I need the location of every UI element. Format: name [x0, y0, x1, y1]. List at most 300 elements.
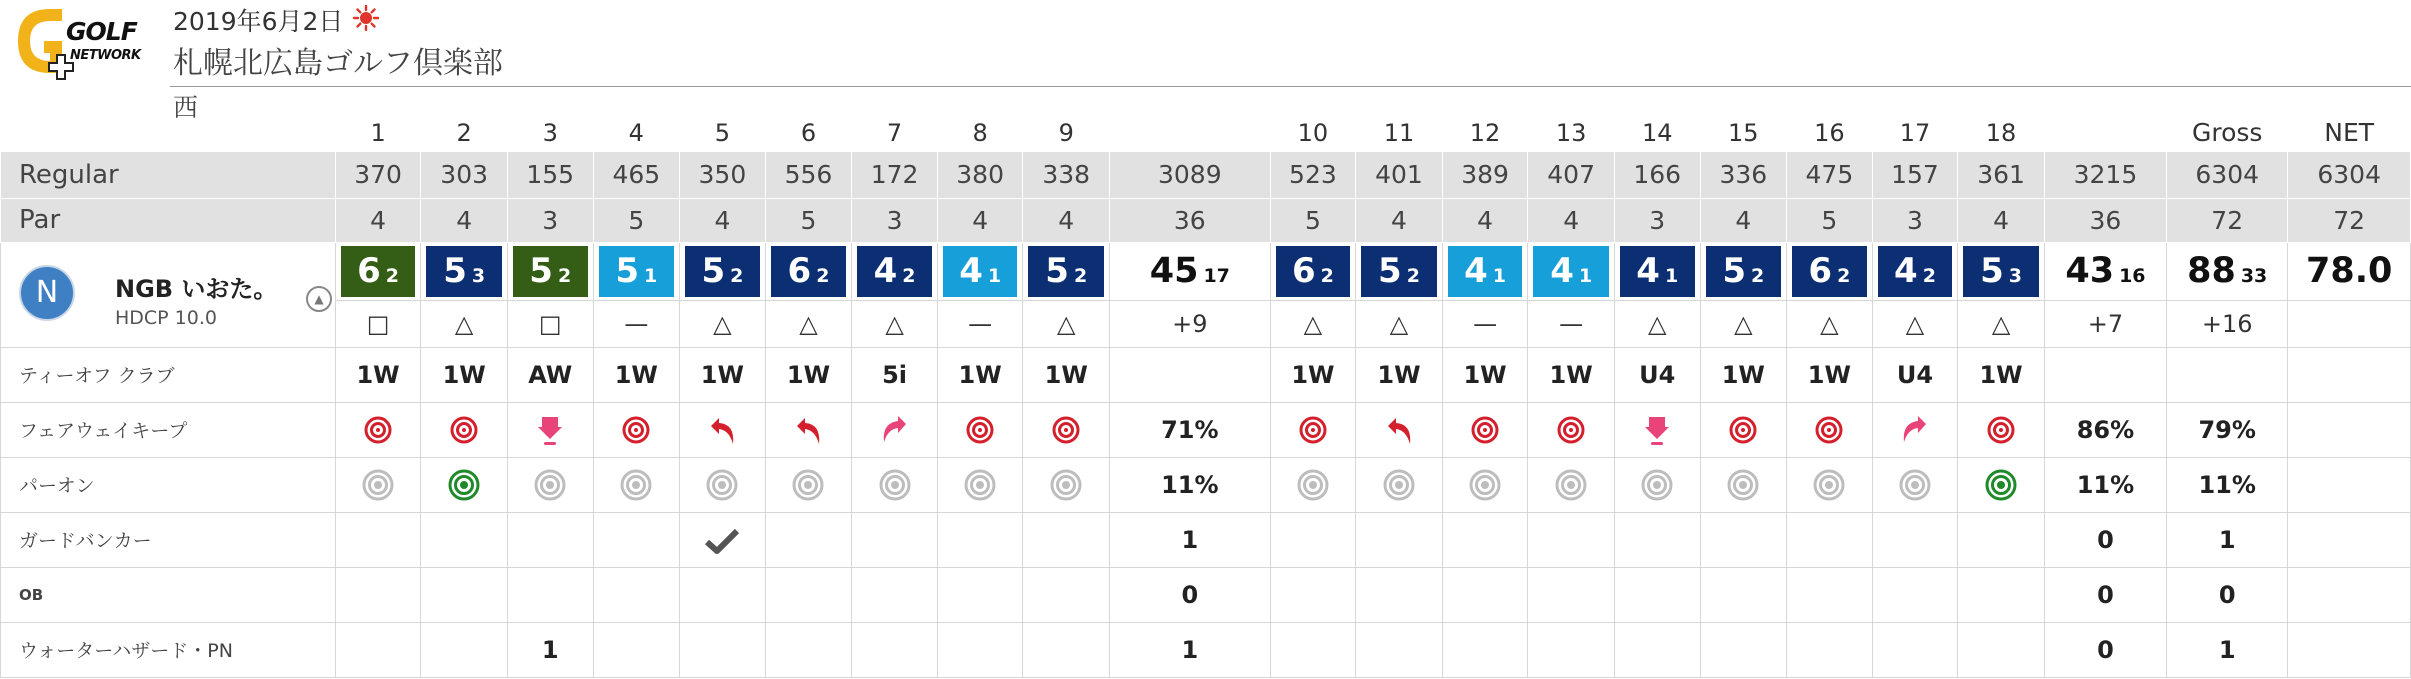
par-on-cell [593, 457, 680, 512]
strokes: 5 [529, 250, 553, 291]
par-cell: 4 [1958, 198, 2045, 242]
water-gross-total: 1 [2167, 622, 2288, 677]
water-net-empty [2288, 622, 2411, 677]
fairway-cell [335, 402, 421, 457]
fairway-cell [421, 402, 508, 457]
club-cell: 1W [593, 347, 680, 402]
score-mark: △ [765, 300, 852, 347]
fairway-cell [765, 402, 852, 457]
green-miss-icon [1296, 468, 1330, 502]
putts: 2 [557, 264, 572, 287]
par-on-cell [1356, 457, 1443, 512]
club-cell: 1W [1787, 347, 1873, 402]
putts: 2 [730, 264, 744, 287]
club-cell: 1W [1270, 347, 1356, 402]
score-mark: △ [1872, 300, 1958, 347]
par-on-cell [680, 457, 766, 512]
guard-bunker-row [1, 512, 2411, 567]
par-cell: 3 [507, 198, 593, 242]
bunker-cell [1442, 512, 1528, 567]
course-name: 札幌北広島ゴルフ倶楽部 [173, 46, 503, 81]
club-cell: 1W [1528, 347, 1615, 402]
hole-number: 4 [628, 118, 644, 147]
ob-cell [593, 567, 680, 622]
water-hazard-row [1, 622, 2411, 677]
par-cell: 4 [421, 198, 508, 242]
fairway-cell [1023, 402, 1110, 457]
score-box-cell[interactable] [765, 242, 852, 300]
yardage-cell: 303 [421, 151, 508, 198]
score-box-cell[interactable] [507, 242, 593, 300]
player-hdcp: HDCP 10.0 [115, 306, 217, 329]
par-cell: 4 [335, 198, 421, 242]
fairway-cell [507, 402, 593, 457]
yardage-cell: 157 [1872, 151, 1958, 198]
score-box [1028, 246, 1104, 297]
club-cell: 1W [937, 347, 1023, 402]
par-on-cell [507, 457, 593, 512]
round-date: 2019年6月2日 [173, 7, 344, 36]
score-box-cell[interactable] [852, 242, 938, 300]
teeoff-in-empty [2044, 347, 2166, 402]
score-box-cell[interactable] [1356, 242, 1443, 300]
water-cell [1023, 622, 1110, 677]
fairway-hit-icon [621, 415, 651, 445]
scorecard-table [0, 107, 2411, 678]
fairway-cell [1528, 402, 1615, 457]
strokes: 5 [1722, 250, 1747, 291]
score-mark-row [1, 300, 2411, 347]
strokes: 4 [1550, 250, 1574, 291]
ob-cell [680, 567, 766, 622]
out-total-header [1110, 107, 1271, 151]
par-on-cell [1023, 457, 1110, 512]
ob-cell [1270, 567, 1356, 622]
score-mark: — [1528, 300, 1615, 347]
putts: 1 [1492, 264, 1507, 287]
water-cell [1442, 622, 1528, 677]
score-box-cell[interactable] [1270, 242, 1356, 300]
in-over-par: +7 [2044, 300, 2166, 347]
par-in-total: 36 [2044, 198, 2166, 242]
strokes: 6 [1808, 250, 1833, 291]
green-miss-icon [1468, 468, 1502, 502]
score-mark: □ [335, 300, 421, 347]
strokes: 4 [1636, 250, 1660, 291]
out-over-par: +9 [1110, 300, 1271, 347]
miss-short-arrow-icon [1644, 413, 1670, 447]
par-cell: 5 [593, 198, 680, 242]
water-cell [680, 622, 766, 677]
water-cell [421, 622, 508, 677]
ob-net-empty [2288, 567, 2411, 622]
total-strokes-value: 88 [2187, 251, 2236, 291]
bunker-cell [1528, 512, 1615, 567]
score-box-cell[interactable] [335, 242, 421, 300]
chevron-up-icon[interactable]: ▲ [306, 286, 332, 312]
par-cell: 4 [1356, 198, 1443, 242]
putts: 2 [1922, 264, 1936, 287]
club-cell: 1W [765, 347, 852, 402]
green-miss-icon [1640, 468, 1674, 502]
par-on-cell [1958, 457, 2045, 512]
bunker-cell [593, 512, 680, 567]
score-box-cell[interactable] [680, 242, 766, 300]
hole-number: 3 [542, 118, 558, 147]
strokes: 6 [357, 250, 381, 291]
strokes: 4 [959, 250, 983, 291]
miss-right-arrow-icon [878, 414, 912, 446]
yardage-cell: 166 [1614, 151, 1700, 198]
par-on-in-total: 11% [2044, 457, 2166, 512]
score-box [1878, 246, 1953, 297]
yardage-cell: 380 [937, 151, 1023, 198]
fairway-cell [1442, 402, 1528, 457]
teeoff-net-empty [2288, 347, 2411, 402]
score-mark: △ [1356, 300, 1443, 347]
green-miss-icon [533, 468, 567, 502]
row-label-empty [1, 107, 336, 151]
yardage-in-total: 3215 [2044, 151, 2166, 198]
putts: 1 [1578, 264, 1593, 287]
score-mark: △ [680, 300, 766, 347]
putts: 2 [385, 264, 400, 287]
score-box-cell[interactable] [593, 242, 680, 300]
club-cell: AW [507, 347, 593, 402]
green-miss-icon [705, 468, 739, 502]
ob-cell [1528, 567, 1615, 622]
player-info-cell [1, 242, 336, 347]
ob-cell [1700, 567, 1787, 622]
club-cell: 1W [1700, 347, 1787, 402]
out-total-score [1110, 242, 1271, 300]
bunker-cell [421, 512, 508, 567]
bunker-cell [1356, 512, 1443, 567]
bunker-cell [507, 512, 593, 567]
fairway-net-empty [2288, 402, 2411, 457]
strokes: 5 [443, 250, 467, 291]
yardage-cell: 475 [1787, 151, 1873, 198]
logo-golf-text: GOLF [66, 17, 137, 46]
ob-cell [335, 567, 421, 622]
fairway-hit-icon [1298, 415, 1328, 445]
club-cell: 1W [335, 347, 421, 402]
bunker-cell [1787, 512, 1873, 567]
bunker-in-total: 0 [2044, 512, 2166, 567]
par-cell: 4 [1442, 198, 1528, 242]
club-cell: 1W [1023, 347, 1110, 402]
hole-number: 11 [1383, 118, 1415, 147]
strokes: 5 [1378, 250, 1402, 291]
score-mark: △ [1023, 300, 1110, 347]
score-box [341, 246, 416, 297]
score-box-cell[interactable] [1872, 242, 1958, 300]
par-row [1, 198, 2411, 242]
score-box-cell[interactable] [1787, 242, 1873, 300]
score-mark: — [593, 300, 680, 347]
hole-number: 12 [1469, 118, 1501, 147]
water-cell [335, 622, 421, 677]
score-mark: △ [1958, 300, 2045, 347]
putts: 2 [1406, 264, 1420, 287]
score-box [1448, 246, 1523, 297]
strokes: 6 [787, 250, 812, 291]
bunker-cell [1958, 512, 2045, 567]
putts: 2 [816, 264, 830, 287]
score-box [426, 246, 502, 297]
water-cell [1528, 622, 1615, 677]
putts: 2 [1837, 264, 1851, 287]
ob-gross-total: 0 [2167, 567, 2288, 622]
water-out-total: 1 [1110, 622, 1271, 677]
bunker-out-total: 1 [1110, 512, 1271, 567]
gross-over-par: +16 [2167, 300, 2288, 347]
green-miss-icon [1382, 468, 1416, 502]
par-cell: 4 [1528, 198, 1615, 242]
fairway-out-total: 71% [1110, 402, 1271, 457]
total-strokes-value: 43 [2065, 251, 2115, 291]
score-box-cell[interactable] [1614, 242, 1700, 300]
bunker-cell [765, 512, 852, 567]
water-in-total: 0 [2044, 622, 2166, 677]
par-cell: 3 [852, 198, 938, 242]
hole-number: 18 [1985, 118, 2017, 147]
fairway-cell [593, 402, 680, 457]
fairway-hit-icon [363, 415, 393, 445]
par-cell: 5 [765, 198, 852, 242]
yardage-cell: 338 [1023, 151, 1110, 198]
yardage-cell: 465 [593, 151, 680, 198]
fairway-hit-icon [1556, 415, 1586, 445]
par-cell: 5 [1787, 198, 1873, 242]
water-cell [937, 622, 1023, 677]
ob-cell [1614, 567, 1700, 622]
hole-number: 17 [1899, 118, 1931, 147]
score-box [1361, 246, 1437, 297]
fairway-cell [937, 402, 1023, 457]
fairway-hit-icon [965, 415, 995, 445]
score-mark: △ [1787, 300, 1873, 347]
green-hit-icon [447, 468, 481, 502]
water-cell: 1 [507, 622, 593, 677]
total-putts-value: 33 [2240, 265, 2268, 287]
score-box [857, 246, 932, 297]
bunker-cell [1872, 512, 1958, 567]
fairway-hit-icon [1470, 415, 1500, 445]
total-strokes [2065, 251, 2145, 291]
club-cell: 1W [421, 347, 508, 402]
hole-number: 9 [1058, 118, 1074, 147]
par-cell: 3 [1872, 198, 1958, 242]
fairway-hit-icon [1986, 415, 2016, 445]
water-cell [1614, 622, 1700, 677]
green-hit-icon [1984, 468, 2018, 502]
water-cell [1356, 622, 1443, 677]
par-on-row [1, 457, 2411, 512]
par-on-cell [852, 457, 938, 512]
par-on-cell [1528, 457, 1615, 512]
hole-number: 6 [800, 118, 817, 147]
regular-label: Regular [1, 151, 336, 198]
score-box-cell[interactable] [1442, 242, 1528, 300]
strokes: 4 [1894, 250, 1918, 291]
ob-cell [1442, 567, 1528, 622]
score-box-cell[interactable] [1958, 242, 2045, 300]
putts: 1 [644, 264, 658, 287]
ob-out-total: 0 [1110, 567, 1271, 622]
par-on-out-total: 11% [1110, 457, 1271, 512]
hole-number: 7 [886, 118, 903, 147]
hole-number: 2 [456, 118, 472, 147]
putts: 1 [987, 264, 1002, 287]
bunker-gross-total: 1 [2167, 512, 2288, 567]
score-box-cell[interactable] [937, 242, 1023, 300]
score-mark: △ [1700, 300, 1787, 347]
fairway-cell [1700, 402, 1787, 457]
logo-network-text: NETWORK [70, 48, 141, 63]
fairway-cell [1872, 402, 1958, 457]
yardage-cell: 389 [1442, 151, 1528, 198]
par-on-cell [1442, 457, 1528, 512]
score-mark: — [937, 300, 1023, 347]
bunker-cell [852, 512, 938, 567]
miss-right-arrow-icon [1898, 414, 1932, 446]
ob-cell [1356, 567, 1443, 622]
score-box [1620, 246, 1695, 297]
score-box-cell[interactable] [1528, 242, 1615, 300]
total-strokes [1150, 251, 1230, 291]
score-mark: — [1442, 300, 1528, 347]
yardage-cell: 407 [1528, 151, 1615, 198]
green-miss-icon [1898, 468, 1932, 502]
hole-number: 5 [714, 118, 731, 147]
green-miss-icon [1554, 468, 1588, 502]
putts: 2 [1320, 264, 1334, 287]
fairway-cell [1270, 402, 1356, 457]
strokes: 5 [615, 250, 640, 291]
water-cell [1270, 622, 1356, 677]
water-cell [593, 622, 680, 677]
par-on-cell [1787, 457, 1873, 512]
player-name: NGB いおた。 [115, 274, 278, 303]
fairway-cell [1958, 402, 2045, 457]
score-mark: △ [1270, 300, 1356, 347]
par-label: Par [1, 198, 336, 242]
green-miss-icon [1049, 468, 1083, 502]
avatar: N [19, 265, 75, 321]
par-on-cell [1700, 457, 1787, 512]
net-score [2288, 242, 2411, 300]
yardage-cell: 350 [680, 151, 766, 198]
strokes: 5 [1045, 250, 1069, 291]
sunny-icon [352, 4, 380, 32]
fairway-cell [1787, 402, 1873, 457]
yardage-net-total: 6304 [2288, 151, 2411, 198]
ob-cell [1872, 567, 1958, 622]
score-box-cell[interactable] [1023, 242, 1110, 300]
par-cell: 4 [680, 198, 766, 242]
bunker-net-empty [2288, 512, 2411, 567]
score-box [1963, 246, 2039, 297]
total-putts-value: 16 [2119, 265, 2146, 287]
score-box-cell[interactable] [421, 242, 508, 300]
teeoff-out-empty [1110, 347, 1271, 402]
hole-number: 13 [1555, 118, 1587, 147]
hole-number-row [1, 107, 2411, 151]
hole-number: 14 [1641, 118, 1673, 147]
fairway-cell [852, 402, 938, 457]
in-total-score [2044, 242, 2166, 300]
net-header: NET [2324, 117, 2375, 147]
fairway-hit-icon [1728, 415, 1758, 445]
strokes: 4 [1464, 250, 1488, 291]
yardage-cell: 523 [1270, 151, 1356, 198]
score-box-cell[interactable] [1700, 242, 1787, 300]
fairway-hit-icon [449, 415, 479, 445]
score-box [513, 246, 588, 297]
bunker-cell [335, 512, 421, 567]
fairway-hit-icon [1814, 415, 1844, 445]
ob-cell [1958, 567, 2045, 622]
gross-total-score [2167, 242, 2288, 300]
yardage-gross-total: 6304 [2167, 151, 2288, 198]
putts: 3 [471, 264, 486, 287]
fairway-in-total: 86% [2044, 402, 2166, 457]
par-on-cell [1270, 457, 1356, 512]
ob-cell [765, 567, 852, 622]
strokes: 6 [1291, 250, 1316, 291]
score-box [1706, 246, 1782, 297]
regular-yardage-row [1, 151, 2411, 198]
par-cell: 4 [1023, 198, 1110, 242]
strokes: 5 [701, 250, 726, 291]
putts: 1 [1664, 264, 1679, 287]
ob-row [1, 567, 2411, 622]
score-box [1792, 246, 1867, 297]
par-on-cell [335, 457, 421, 512]
hole-number: 10 [1297, 118, 1329, 147]
fairway-label: フェアウェイキープ [1, 402, 336, 457]
miss-short-arrow-icon [537, 413, 563, 447]
total-putts-value: 17 [1203, 265, 1230, 287]
player-score-row [1, 242, 2411, 300]
club-cell: 1W [1356, 347, 1443, 402]
green-miss-icon [963, 468, 997, 502]
par-on-net-empty [2288, 457, 2411, 512]
hole-number: 16 [1814, 118, 1845, 147]
teeoff-label: ティーオフ クラブ [1, 347, 336, 402]
ob-cell [937, 567, 1023, 622]
bunker-cell [1614, 512, 1700, 567]
hole-number: 8 [972, 118, 988, 147]
ob-cell [1787, 567, 1873, 622]
total-strokes [2187, 251, 2267, 291]
hole-number: 1 [370, 118, 386, 147]
fairway-cell [680, 402, 766, 457]
green-miss-icon [1812, 468, 1846, 502]
yardage-cell: 172 [852, 151, 938, 198]
strokes: 4 [873, 250, 898, 291]
yardage-cell: 361 [1958, 151, 2045, 198]
yardage-out-total: 3089 [1110, 151, 1271, 198]
miss-left-arrow-icon [791, 414, 825, 446]
score-box [771, 246, 847, 297]
par-on-cell [1872, 457, 1958, 512]
bunker-cell [1270, 512, 1356, 567]
green-miss-icon [619, 468, 653, 502]
green-miss-icon [1726, 468, 1760, 502]
par-cell: 5 [1270, 198, 1356, 242]
